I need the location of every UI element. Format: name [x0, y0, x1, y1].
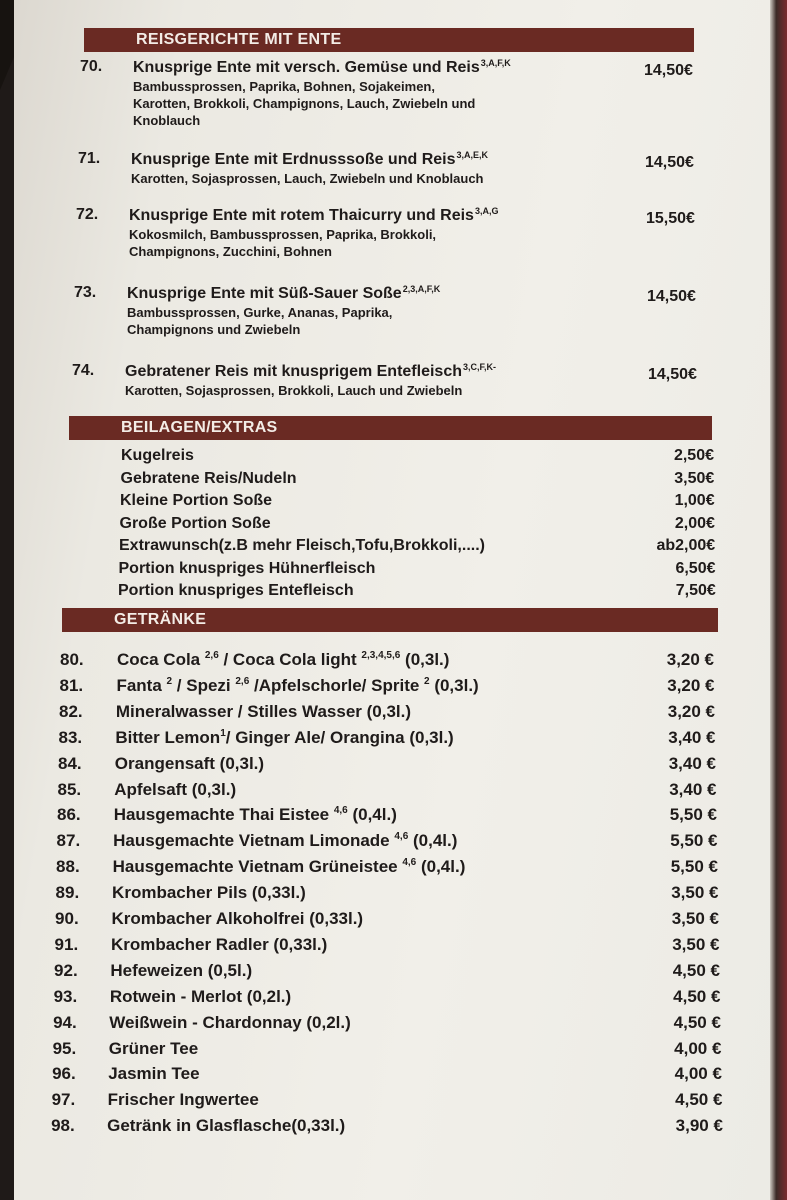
side-item-name: Portion knuspriges Hühnerfleisch	[118, 559, 376, 577]
drink-price: 3,90 €	[675, 1116, 723, 1136]
side-item-price: 2,50€	[673, 447, 714, 464]
dish-title	[131, 150, 488, 169]
dish-ingredients: Karotten, Sojasprossen, Lauch, Zwiebeln und Knoblauch	[131, 171, 484, 186]
drink-name-text: Grüner Tee	[108, 1038, 199, 1058]
drink-name-text: / Spezi	[172, 675, 236, 695]
drink-name-text: Weißwein - Chardonnay (0,2l.)	[109, 1012, 351, 1032]
drink-price: 3,20 €	[667, 701, 715, 721]
dish-price: 14,50€	[645, 154, 694, 171]
section-header-beilagen: BEILAGEN/EXTRAS	[69, 416, 712, 440]
dish-ingredients: Champignons und Zwiebeln	[127, 322, 301, 337]
drink-number: 95.	[52, 1038, 77, 1058]
dish-name: Gebratener Reis mit knusprigem Entefleisch	[125, 363, 462, 380]
drink-number: 93.	[53, 986, 78, 1006]
side-item-name: Extrawunsch(z.B mehr Fleisch,Tofu,Brokkoli,....)	[119, 537, 485, 554]
drink-name	[108, 1090, 259, 1110]
allergen-codes: 2,6	[235, 675, 250, 687]
allergen-codes: 2,6	[204, 650, 219, 661]
allergen-codes: 3,A,G	[474, 206, 499, 216]
drink-name	[107, 1116, 345, 1136]
drink-number: 92.	[54, 960, 78, 980]
drink-name-text: (0,4l.)	[408, 831, 458, 851]
dish-price: 15,50€	[646, 210, 695, 227]
drink-number: 96.	[52, 1064, 76, 1084]
drink-name	[117, 650, 449, 670]
drink-price: 4,50 €	[672, 960, 720, 980]
drink-price: 5,50 €	[670, 831, 718, 851]
drink-price: 3,40 €	[668, 753, 716, 773]
drink-price: 4,50 €	[673, 1012, 721, 1032]
drink-name-text: Hausgemachte Thai Eistee	[113, 805, 334, 825]
section-header-getraenke: GETRÄNKE	[62, 608, 718, 632]
drink-number: 86.	[57, 805, 81, 825]
drink-name	[116, 676, 478, 696]
dish-number: 74.	[72, 362, 95, 379]
drink-name	[114, 805, 397, 825]
drink-price: 4,50 €	[673, 986, 721, 1006]
drink-name-text: (0,4l.)	[416, 857, 466, 877]
dish-title	[133, 58, 511, 77]
drink-name-text: Hausgemachte Vietnam Grüneistee	[112, 857, 403, 877]
drink-name-text: Hausgemachte Vietnam Limonade	[113, 831, 395, 851]
drink-price: 3,40 €	[668, 727, 716, 747]
menu-page	[14, 0, 770, 1200]
drink-name-text: Fanta	[116, 675, 167, 695]
drink-name	[110, 961, 252, 981]
dish-ingredients: Champignons, Zucchini, Bohnen	[129, 244, 332, 259]
drink-name	[108, 1064, 199, 1084]
drink-name-text: Krombacher Pils (0,33l.)	[112, 883, 306, 903]
dish-number: 70.	[80, 58, 103, 75]
drink-number: 85.	[57, 779, 82, 799]
side-item-name: Kleine Portion Soße	[120, 492, 273, 509]
drink-number: 81.	[59, 675, 84, 695]
dish-name: Knusprige Ente mit Erdnusssoße und Reis	[131, 151, 456, 168]
dish-ingredients: Knoblauch	[133, 113, 201, 128]
drink-number: 87.	[56, 831, 81, 851]
drink-number: 80.	[60, 650, 84, 669]
drink-number: 84.	[58, 753, 82, 773]
drink-name-text: (0,4l.)	[347, 805, 397, 825]
side-item-name: Gebratene Reis/Nudeln	[120, 469, 297, 487]
drink-name	[112, 883, 306, 903]
dish-title	[125, 362, 496, 381]
allergen-codes: 3,C,F,K-	[463, 362, 497, 372]
drink-name-text: / Ginger Ale/ Orangina (0,3l.)	[225, 727, 454, 747]
drink-price: 3,20 €	[666, 650, 714, 669]
drink-name-text: /Apfelschorle/ Sprite	[249, 675, 425, 695]
dish-name: Knusprige Ente mit rotem Thaicurry und Reis	[129, 207, 474, 224]
side-item-price: ab2,00€	[656, 537, 716, 554]
drink-number: 82.	[59, 701, 83, 721]
drink-number: 90.	[55, 909, 79, 928]
dish-price: 14,50€	[647, 288, 696, 305]
allergen-codes: 2,3,A,F,K	[402, 284, 441, 294]
drink-name-text: (0,3l.)	[429, 675, 479, 695]
drink-name	[113, 831, 457, 851]
drink-price: 4,50 €	[675, 1090, 723, 1110]
drink-price: 5,50 €	[669, 805, 717, 825]
allergen-codes: 3,A,F,K	[480, 58, 511, 68]
drink-price: 4,00 €	[674, 1064, 722, 1084]
drink-price: 3,50 €	[672, 934, 720, 954]
drink-name	[111, 935, 327, 955]
drink-name	[115, 728, 453, 748]
drink-number: 94.	[53, 1012, 77, 1032]
section-header-reisgerichte: REISGERICHTE MIT ENTE	[84, 28, 694, 52]
dish-ingredients: Kokosmilch, Bambussprossen, Paprika, Brokkoli,	[129, 227, 437, 242]
drink-name	[113, 857, 466, 877]
allergen-codes: 4,6	[333, 805, 348, 817]
dish-ingredients: Bambussprossen, Paprika, Bohnen, Sojakeimen,	[133, 79, 435, 94]
drink-name-text: Apfelsaft (0,3l.)	[114, 779, 237, 799]
drink-name	[109, 1013, 351, 1033]
allergen-codes: 2	[166, 675, 173, 687]
dish-ingredients: Bambussprossen, Gurke, Ananas, Paprika,	[127, 305, 393, 320]
drink-price: 3,50 €	[671, 909, 719, 928]
drink-name-text: Rotwein - Merlot (0,2l.)	[109, 986, 292, 1006]
dish-price: 14,50€	[648, 366, 697, 383]
side-item-price: 2,00€	[674, 514, 715, 532]
drink-number: 98.	[51, 1116, 75, 1136]
side-item-price: 1,00€	[674, 492, 715, 509]
drink-name-text: Jasmin Tee	[108, 1064, 200, 1084]
drink-name	[112, 909, 364, 929]
drink-price: 3,20 €	[667, 675, 715, 695]
drink-name-text: Krombacher Alkoholfrei (0,33l.)	[111, 909, 364, 928]
drink-number: 83.	[58, 727, 83, 747]
drink-name-text: Krombacher Radler (0,33l.)	[110, 934, 328, 954]
dish-title	[129, 206, 498, 225]
dish-number: 73.	[74, 284, 97, 301]
drink-name-text: Getränk in Glasflasche(0,33l.)	[107, 1116, 346, 1136]
side-item-name: Portion knuspriges Entefleisch	[118, 582, 354, 599]
drink-name	[110, 987, 291, 1007]
drink-name-text: (0,3l.)	[400, 650, 450, 669]
dish-price: 14,50€	[644, 62, 693, 79]
drink-number: 97.	[51, 1090, 76, 1110]
drink-name	[114, 780, 236, 800]
drink-price: 3,50 €	[671, 883, 719, 903]
drink-name-text: Bitter Lemon	[115, 727, 221, 747]
drink-price: 3,40 €	[669, 779, 717, 799]
drink-name-text: / Coca Cola light	[218, 650, 362, 669]
allergen-codes: 4,6	[402, 857, 417, 869]
drink-number: 89.	[55, 883, 80, 903]
dish-name: Knusprige Ente mit Süß-Sauer Soße	[127, 285, 402, 302]
dish-ingredients: Karotten, Sojasprossen, Brokkoli, Lauch und Zwiebeln	[125, 383, 463, 398]
dish-name: Knusprige Ente mit versch. Gemüse und Reis	[133, 59, 480, 76]
drink-name	[115, 754, 264, 774]
dish-title	[127, 284, 440, 303]
dish-number: 71.	[78, 150, 101, 167]
drink-name	[116, 702, 411, 722]
allergen-codes: 1	[220, 727, 226, 739]
dish-number: 72.	[76, 206, 99, 223]
drink-price: 4,00 €	[674, 1038, 722, 1058]
drink-name-text: Hefeweizen (0,5l.)	[110, 960, 253, 980]
side-item-name: Große Portion Soße	[119, 514, 271, 532]
allergen-codes: 4,6	[394, 831, 409, 843]
side-item-name: Kugelreis	[121, 447, 194, 464]
side-item-price: 3,50€	[674, 469, 715, 487]
drink-price: 5,50 €	[670, 857, 718, 877]
allergen-codes: 2	[424, 675, 430, 687]
drink-number: 91.	[54, 934, 79, 954]
drink-name-text: Mineralwasser / Stilles Wasser (0,3l.)	[115, 701, 412, 721]
menu-cover-edge	[769, 0, 787, 1200]
drink-name-text: Orangensaft (0,3l.)	[114, 753, 265, 773]
dish-ingredients: Karotten, Brokkoli, Champignons, Lauch, Zwiebeln und	[133, 96, 476, 111]
allergen-codes: 3,A,E,K	[456, 150, 489, 160]
side-item-price: 6,50€	[675, 559, 716, 577]
drink-name-text: Frischer Ingwertee	[107, 1090, 259, 1110]
side-item-price: 7,50€	[675, 582, 716, 599]
drink-name	[109, 1039, 198, 1059]
drink-name-text: Coca Cola	[117, 650, 205, 669]
allergen-codes: 2,3,4,5,6	[361, 650, 401, 661]
drink-number: 88.	[56, 857, 80, 877]
